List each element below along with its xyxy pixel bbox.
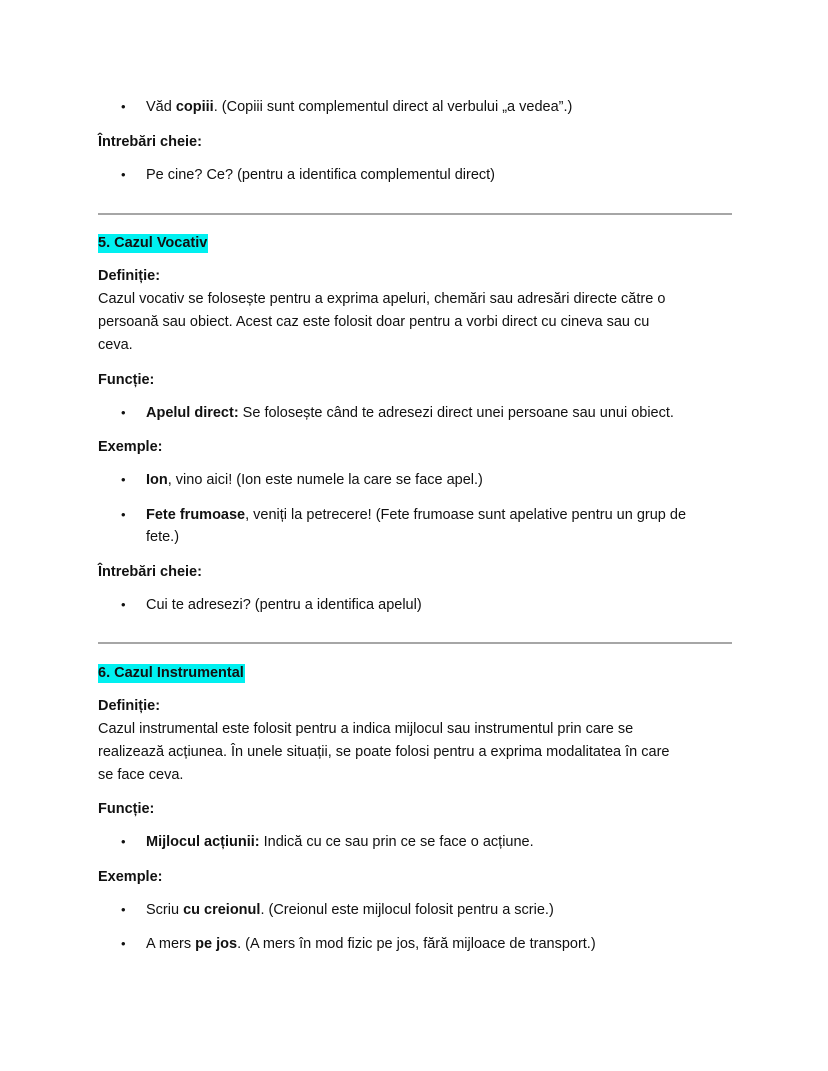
list-item-text: Cui te adresezi? (pentru a identifica apelul) (146, 597, 422, 613)
paragraph-line: ceva. (98, 337, 133, 353)
bullet-marker: • (121, 507, 126, 522)
paragraph-line: realizează acțiunea. În unele situații, se poate folosi pentru a exprima modalitatea în care (98, 744, 670, 760)
bullet-marker: • (121, 936, 126, 951)
list-item (121, 933, 734, 955)
list-item-text: Ion, vino aici! (Ion este numele la care se face apel.) (146, 472, 483, 488)
bullet-marker: • (121, 167, 126, 182)
paragraph-line: se face ceva. (98, 767, 184, 783)
bullet-marker: • (121, 597, 126, 612)
list-item (121, 504, 734, 548)
paragraph-line: persoană sau obiect. Acest caz este folosit doar pentru a vorbi direct cu cineva sau cu (98, 314, 650, 330)
list-item (121, 96, 734, 118)
section-heading: Întrebări cheie: (98, 134, 202, 150)
definition-heading: Definiție: (98, 698, 161, 714)
list-item-text: Scriu cu creionul. (Creionul este mijlocul folosit pentru a scrie.) (146, 902, 554, 918)
horizontal-divider (98, 642, 732, 644)
bullet-marker: • (121, 405, 126, 420)
paragraph-line: Cazul instrumental este folosit pentru a indica mijlocul sau instrumentul prin care se (98, 721, 634, 737)
list-item-text: A mers pe jos. (A mers în mod fizic pe jos, fără mijloace de transport.) (146, 936, 596, 952)
definition-paragraph (98, 718, 734, 787)
bullet-marker: • (121, 902, 126, 917)
list-item (121, 164, 734, 186)
list-item (121, 469, 734, 491)
list-item (121, 594, 734, 616)
bullet-marker: • (121, 472, 126, 487)
definition-heading: Definiție: (98, 268, 161, 284)
examples-heading: Exemple: (98, 439, 163, 455)
section-heading: Întrebări cheie: (98, 564, 202, 580)
definition-paragraph (98, 288, 734, 357)
list-item-text: Văd copiii. (Copiii sunt complementul direct al verbului „a vedea”.) (146, 99, 573, 115)
horizontal-divider (98, 213, 732, 215)
list-item (121, 899, 734, 921)
list-item (121, 402, 734, 424)
function-heading: Funcție: (98, 801, 155, 817)
list-item-text: Mijlocul acțiunii: Indică cu ce sau prin ce se face o acțiune. (146, 834, 534, 850)
list-item-text: Pe cine? Ce? (pentru a identifica complementul direct) (146, 167, 495, 183)
function-heading: Funcție: (98, 372, 155, 388)
examples-heading: Exemple: (98, 869, 163, 885)
list-item-text: Apelul direct: Se folosește când te adresezi direct unei persoane sau unui obiect. (146, 405, 674, 421)
list-item-text: Fete frumoase, veniți la petrecere! (Fete frumoase sunt apelative pentru un grup de fete.) (146, 507, 687, 545)
bullet-marker: • (121, 99, 126, 114)
section-title-vocativ (98, 232, 734, 254)
list-item (121, 831, 734, 853)
section-title-instrumental (98, 662, 734, 684)
bullet-marker: • (121, 834, 126, 849)
paragraph-line: Cazul vocativ se folosește pentru a exprima apeluri, chemări sau adresări directe către o (98, 291, 666, 307)
highlighted-title: 6. Cazul Instrumental (98, 665, 244, 681)
highlighted-title: 5. Cazul Vocativ (98, 235, 208, 251)
